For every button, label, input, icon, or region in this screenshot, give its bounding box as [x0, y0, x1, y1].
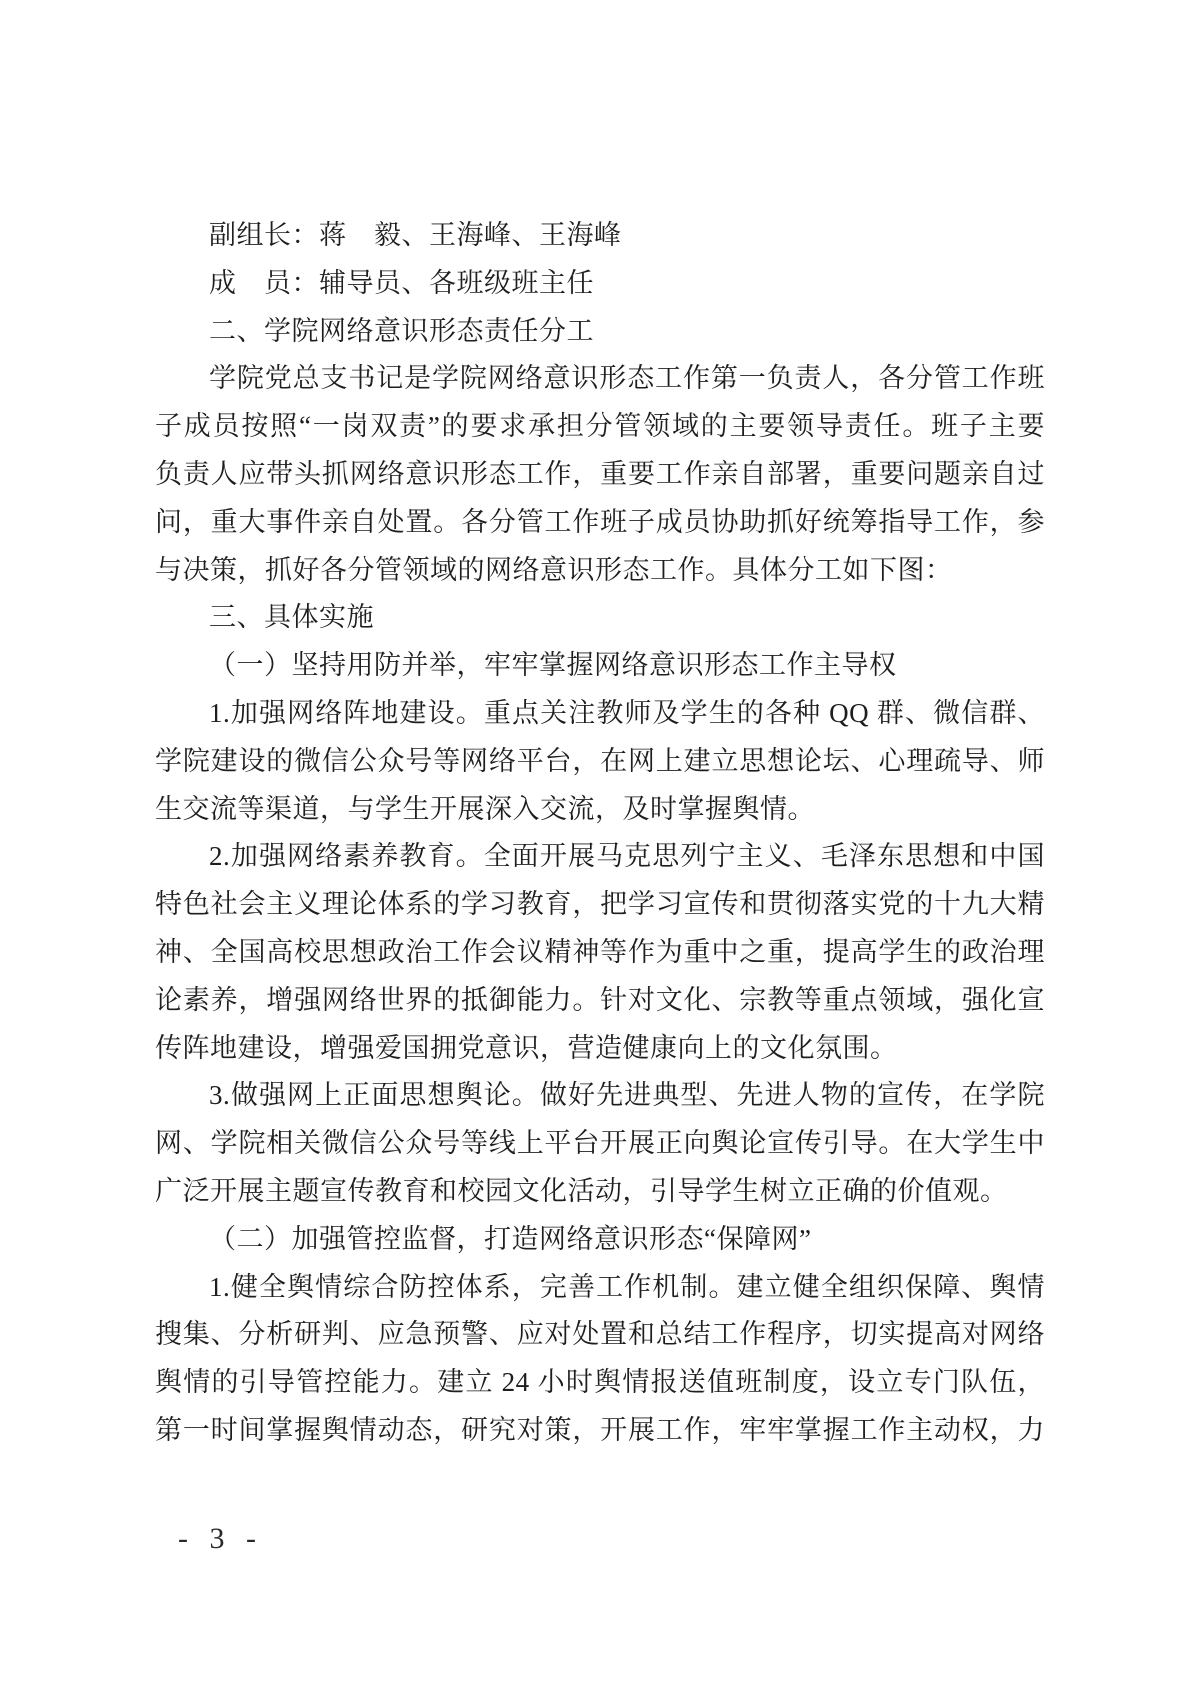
document-line: 二、学院网络意识形态责任分工	[209, 315, 594, 346]
document-line: 学院建设的微信公众号等网络平台，在网上建立思想论坛、心理疏导、师	[155, 745, 1045, 776]
document-line: 网、学院相关微信公众号等线上平台开展正向舆论宣传引导。在大学生中	[155, 1128, 1045, 1159]
document-line: 广泛开展主题宣传教育和校园文化活动，引导学生树立正确的价值观。	[155, 1175, 1008, 1206]
document-line: 学院党总支书记是学院网络意识形态工作第一负责人，各分管工作班	[209, 363, 1045, 394]
document-line: 搜集、分析研判、应急预警、应对处置和总结工作程序，切实提高对网络	[155, 1319, 1045, 1350]
document-line: 3.做强网上正面思想舆论。做好先进典型、先进人物的宣传，在学院	[209, 1080, 1045, 1111]
document-line: 舆情的引导管控能力。建立 24 小时舆情报送值班制度，设立专门队伍，	[155, 1367, 1045, 1398]
document-line: 传阵地建设，增强爱国拥党意识，营造健康向上的文化氛围。	[155, 1032, 898, 1063]
document-line: 特色社会主义理论体系的学习教育，把学习宣传和贯彻落实党的十九大精	[155, 889, 1045, 920]
document-body	[155, 212, 1045, 1455]
document-line: 与决策，抓好各分管领域的网络意识形态工作。具体分工如下图：	[155, 554, 953, 585]
document-line: 1.加强网络阵地建设。重点关注教师及学生的各种 QQ 群、微信群、	[209, 697, 1045, 728]
document-line: 神、全国高校思想政治工作会议精神等作为重中之重，提高学生的政治理	[155, 936, 1045, 967]
page-number: - 3 -	[178, 1522, 263, 1555]
document-line: 1.健全舆情综合防控体系，完善工作机制。建立健全组织保障、舆情	[209, 1271, 1045, 1302]
document-line: 负责人应带头抓网络意识形态工作，重要工作亲自部署，重要问题亲自过	[155, 458, 1045, 489]
document-line: 问，重大事件亲自处置。各分管工作班子成员协助抓好统筹指导工作，参	[155, 506, 1045, 537]
document-line: 2.加强网络素养教育。全面开展马克思列宁主义、毛泽东思想和中国	[209, 841, 1045, 872]
document-line: 副组长：蒋 毅、王海峰、王海峰	[209, 220, 622, 250]
document-line: 论素养，增强网络世界的抵御能力。针对文化、宗教等重点领域，强化宣	[155, 984, 1045, 1015]
document-line: （一）坚持用防并举，牢牢掌握网络意识形态工作主导权	[209, 650, 897, 681]
document-line: 子成员按照“一岗双责”的要求承担分管领域的主要领导责任。班子主要	[155, 411, 1045, 442]
document-line: （二）加强管控监督，打造网络意识形态“保障网”	[209, 1223, 812, 1254]
document-line: 第一时间掌握舆情动态，研究对策，开展工作，牢牢掌握工作主动权，力	[155, 1414, 1045, 1445]
document-line: 三、具体实施	[209, 602, 374, 633]
document-line: 生交流等渠道，与学生开展深入交流，及时掌握舆情。	[155, 793, 815, 824]
document-line: 成 员：辅导员、各班级班主任	[209, 267, 594, 298]
